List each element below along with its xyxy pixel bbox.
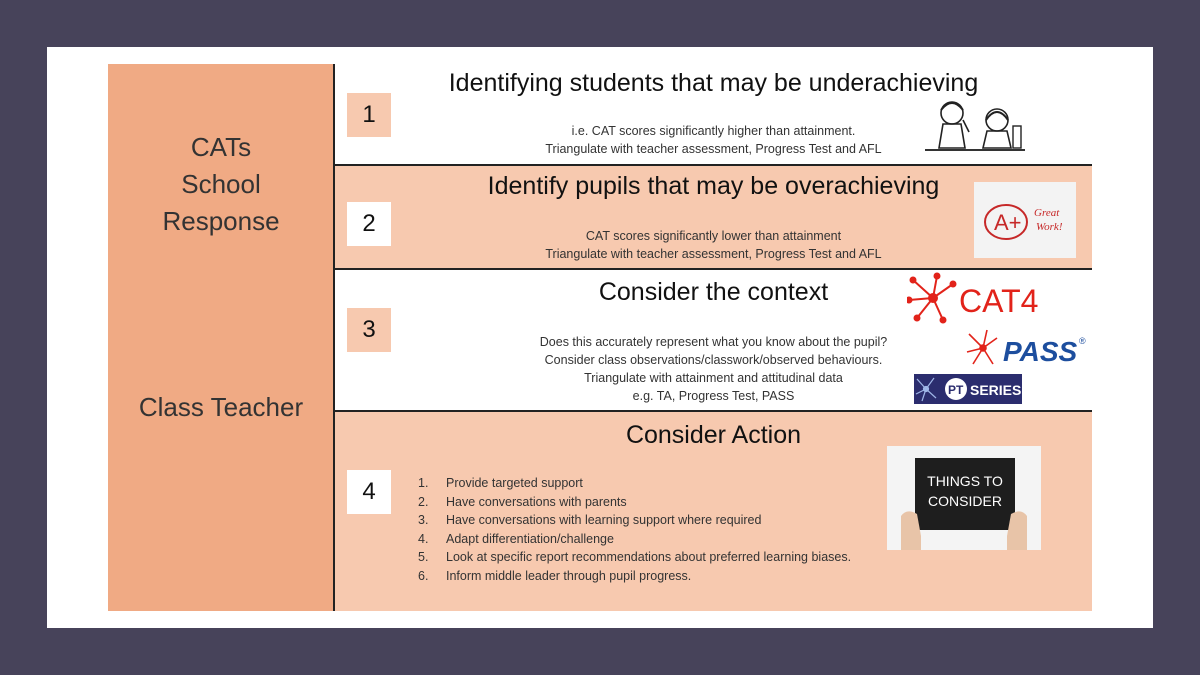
action-number: 1. — [418, 476, 429, 490]
grade-paper-image — [974, 182, 1076, 258]
action-number: 2. — [418, 494, 429, 509]
row-underachieving — [335, 64, 1092, 164]
action-item — [418, 567, 851, 586]
grade-note-1: Great — [1034, 207, 1060, 219]
desc-line: Triangulate with teacher assessment, Progress Test and AFL — [545, 142, 882, 156]
row-number: 4 — [347, 470, 391, 514]
row-overachieving — [335, 166, 1092, 268]
row-title: Consider the context — [598, 278, 829, 306]
desc-line: Triangulate with teacher assessment, Progress Test and AFL — [545, 247, 882, 261]
desc-line: i.e. CAT scores significantly higher than attainment. — [571, 124, 856, 138]
things-to-consider-drawing — [887, 446, 1041, 550]
action-text: Provide targeted support — [446, 476, 583, 490]
cats-school-response-label — [108, 129, 334, 240]
action-text: Inform middle leader through pupil progress. — [446, 568, 692, 583]
row-context — [335, 270, 1092, 410]
students-sketch-image — [925, 98, 1025, 156]
pt-series-text: SERIES — [970, 382, 1022, 398]
action-item — [418, 474, 851, 493]
action-text: Have conversations with learning support where required — [446, 513, 762, 527]
grade-mark: A+ — [994, 210, 1022, 235]
left-line-1: CATs — [190, 132, 252, 162]
action-text: Look at specific report recommendations about preferred learning biases. — [446, 550, 852, 564]
action-text: Adapt differentiation/challenge — [446, 531, 614, 546]
sign-line-2: CONSIDER — [928, 493, 1002, 509]
action-item — [418, 511, 851, 530]
action-number: 5. — [418, 550, 429, 564]
row-title: Identifying students that may be underachieving — [448, 69, 979, 97]
left-line-3: Response — [162, 206, 280, 236]
action-number: 4. — [418, 531, 429, 546]
row-action — [335, 412, 1092, 611]
action-list — [418, 474, 851, 585]
row-title: Identify pupils that may be overachieving — [487, 172, 940, 200]
row-number: 2 — [347, 202, 391, 246]
pt-series-logo — [914, 374, 1022, 404]
action-item — [418, 493, 851, 512]
grade-note-2: Work! — [1036, 221, 1063, 233]
row-number: 3 — [347, 308, 391, 352]
action-item — [418, 548, 851, 567]
grade-paper-drawing — [974, 182, 1076, 258]
things-to-consider-image — [887, 446, 1041, 550]
cat4-logo — [907, 272, 1089, 324]
desc-line: Does this accurately represent what you know about the pupil? — [539, 335, 888, 349]
pass-logo-mark: ® — [1079, 336, 1086, 346]
left-line-2: School — [181, 169, 261, 199]
class-teacher-label: Class Teacher — [138, 392, 304, 422]
desc-line: e.g. TA, Progress Test, PASS — [632, 389, 795, 403]
pass-logo-text: PASS — [1003, 336, 1078, 367]
row-number: 1 — [347, 93, 391, 137]
desc-line: Triangulate with attainment and attitudinal data — [584, 371, 843, 385]
slide — [47, 47, 1153, 628]
sign-line-1: THINGS TO — [927, 473, 1003, 489]
action-text: Have conversations with parents — [446, 494, 627, 509]
left-column — [108, 64, 334, 611]
pt-series-drawing — [914, 374, 1022, 404]
row-title: Consider Action — [625, 421, 802, 449]
action-number: 6. — [418, 568, 429, 583]
desc-line: CAT scores significantly lower than attainment — [585, 229, 842, 243]
desc-line: Consider class observations/classwork/observed behaviours. — [544, 353, 883, 367]
pt-badge: PT — [948, 383, 964, 397]
action-number: 3. — [418, 513, 429, 527]
cat4-logo-text: CAT4 — [959, 283, 1039, 319]
pass-logo — [965, 328, 1089, 368]
action-item — [418, 530, 851, 549]
